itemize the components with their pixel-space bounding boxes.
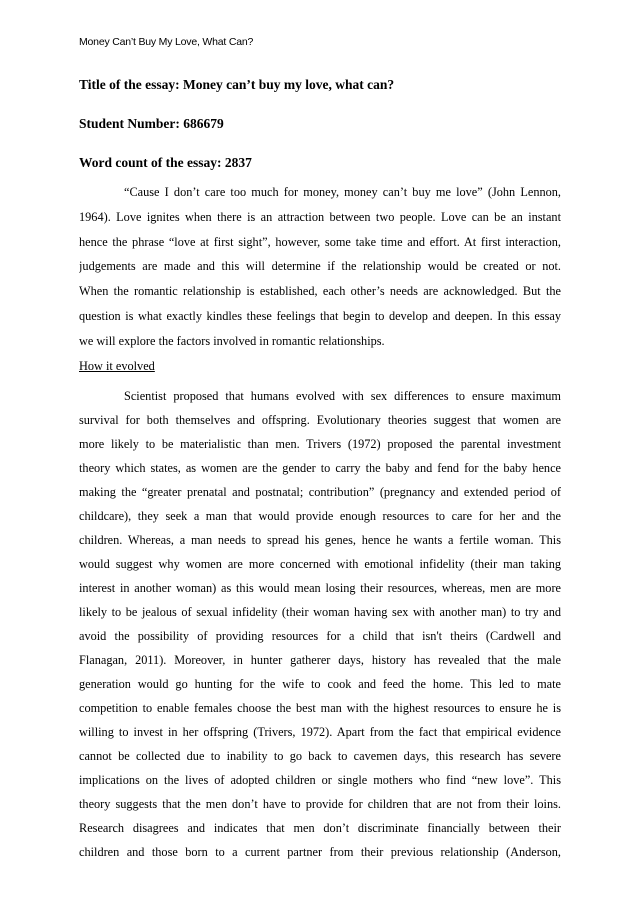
section-line: interest in another woman) as this would mean losing their resources, whereas, men are more — [79, 581, 561, 595]
section-line: generation would go hunting for the wife to cook and feed the home. This led to mate — [79, 677, 561, 691]
section-line: theory suggests that the men don’t have to provide for children that are not from their loins. — [79, 797, 561, 811]
section-line: cannot be collected due to inability to go back to cavemen days, this research has severe — [79, 749, 561, 763]
section-line: would suggest why women are more concerned with emotional infidelity (their man taking — [79, 557, 561, 571]
section-line: survival for both themselves and offspring. Evolutionary theories suggest that women are — [79, 413, 561, 427]
word-count: Word count of the essay: 2837 — [79, 155, 252, 170]
section-line: children. Whereas, a man needs to spread his genes, hence he wants a fertile woman. This — [79, 533, 561, 547]
student-number: Student Number: 686679 — [79, 116, 224, 131]
section-line: making the “greater prenatal and postnatal; contribution” (pregnancy and extended period of — [79, 485, 561, 499]
intro-line: judgements are made and this will determine if the relationship would be created or not. — [79, 259, 561, 273]
section-line: Research disagrees and indicates that men don’t discriminate financially between their — [79, 821, 561, 835]
intro-line: we will explore the factors involved in romantic relationships. — [79, 334, 385, 348]
section-line: more likely to be materialistic than men. Trivers (1972) proposed the parental investment — [79, 437, 561, 451]
section-line: competition to enable females choose the best man with the highest resources to ensure he is — [79, 701, 561, 715]
section-line: theory which states, as women are the gender to carry the baby and fend for the baby hence — [79, 461, 561, 475]
section-line: avoid the possibility of providing resources for a child that isn't theirs (Cardwell and — [79, 629, 561, 643]
section-line: Flanagan, 2011). Moreover, in hunter gatherer days, history has revealed that the male — [79, 653, 561, 667]
intro-line: hence the phrase “love at first sight”, however, some take time and effort. At first interaction, — [79, 235, 561, 249]
section-heading: How it evolved — [79, 359, 155, 373]
intro-line: “Cause I don’t care too much for money, money can’t buy me love” (John Lennon, — [124, 185, 561, 199]
section-line: implications on the lives of adopted children or single mothers who find “new love”. This — [79, 773, 561, 787]
section-line: Scientist proposed that humans evolved with sex differences to ensure maximum — [124, 389, 561, 403]
section-line: willing to invest in her offspring (Trivers, 1972). Apart from the fact that empirical evidence — [79, 725, 561, 739]
section-line: childcare), they seek a man that would provide enough resources to care for her and the — [79, 509, 561, 523]
intro-line: When the romantic relationship is established, each other’s needs are acknowledged. But the — [79, 284, 561, 298]
running-header: Money Can’t Buy My Love, What Can? — [79, 36, 254, 48]
essay-title: Title of the essay: Money can’t buy my love, what can? — [79, 77, 395, 92]
intro-line: 1964). Love ignites when there is an attraction between two people. Love can be an instant — [79, 210, 561, 224]
intro-line: question is what exactly kindles these feelings that begin to develop and deepen. In this essay — [79, 309, 561, 323]
section-line: likely to be jealous of sexual infidelity (their woman having sex with another man) to try and — [79, 605, 561, 619]
section-line: children and those born to a current partner from their previous relationship (Anderson, — [79, 845, 561, 859]
